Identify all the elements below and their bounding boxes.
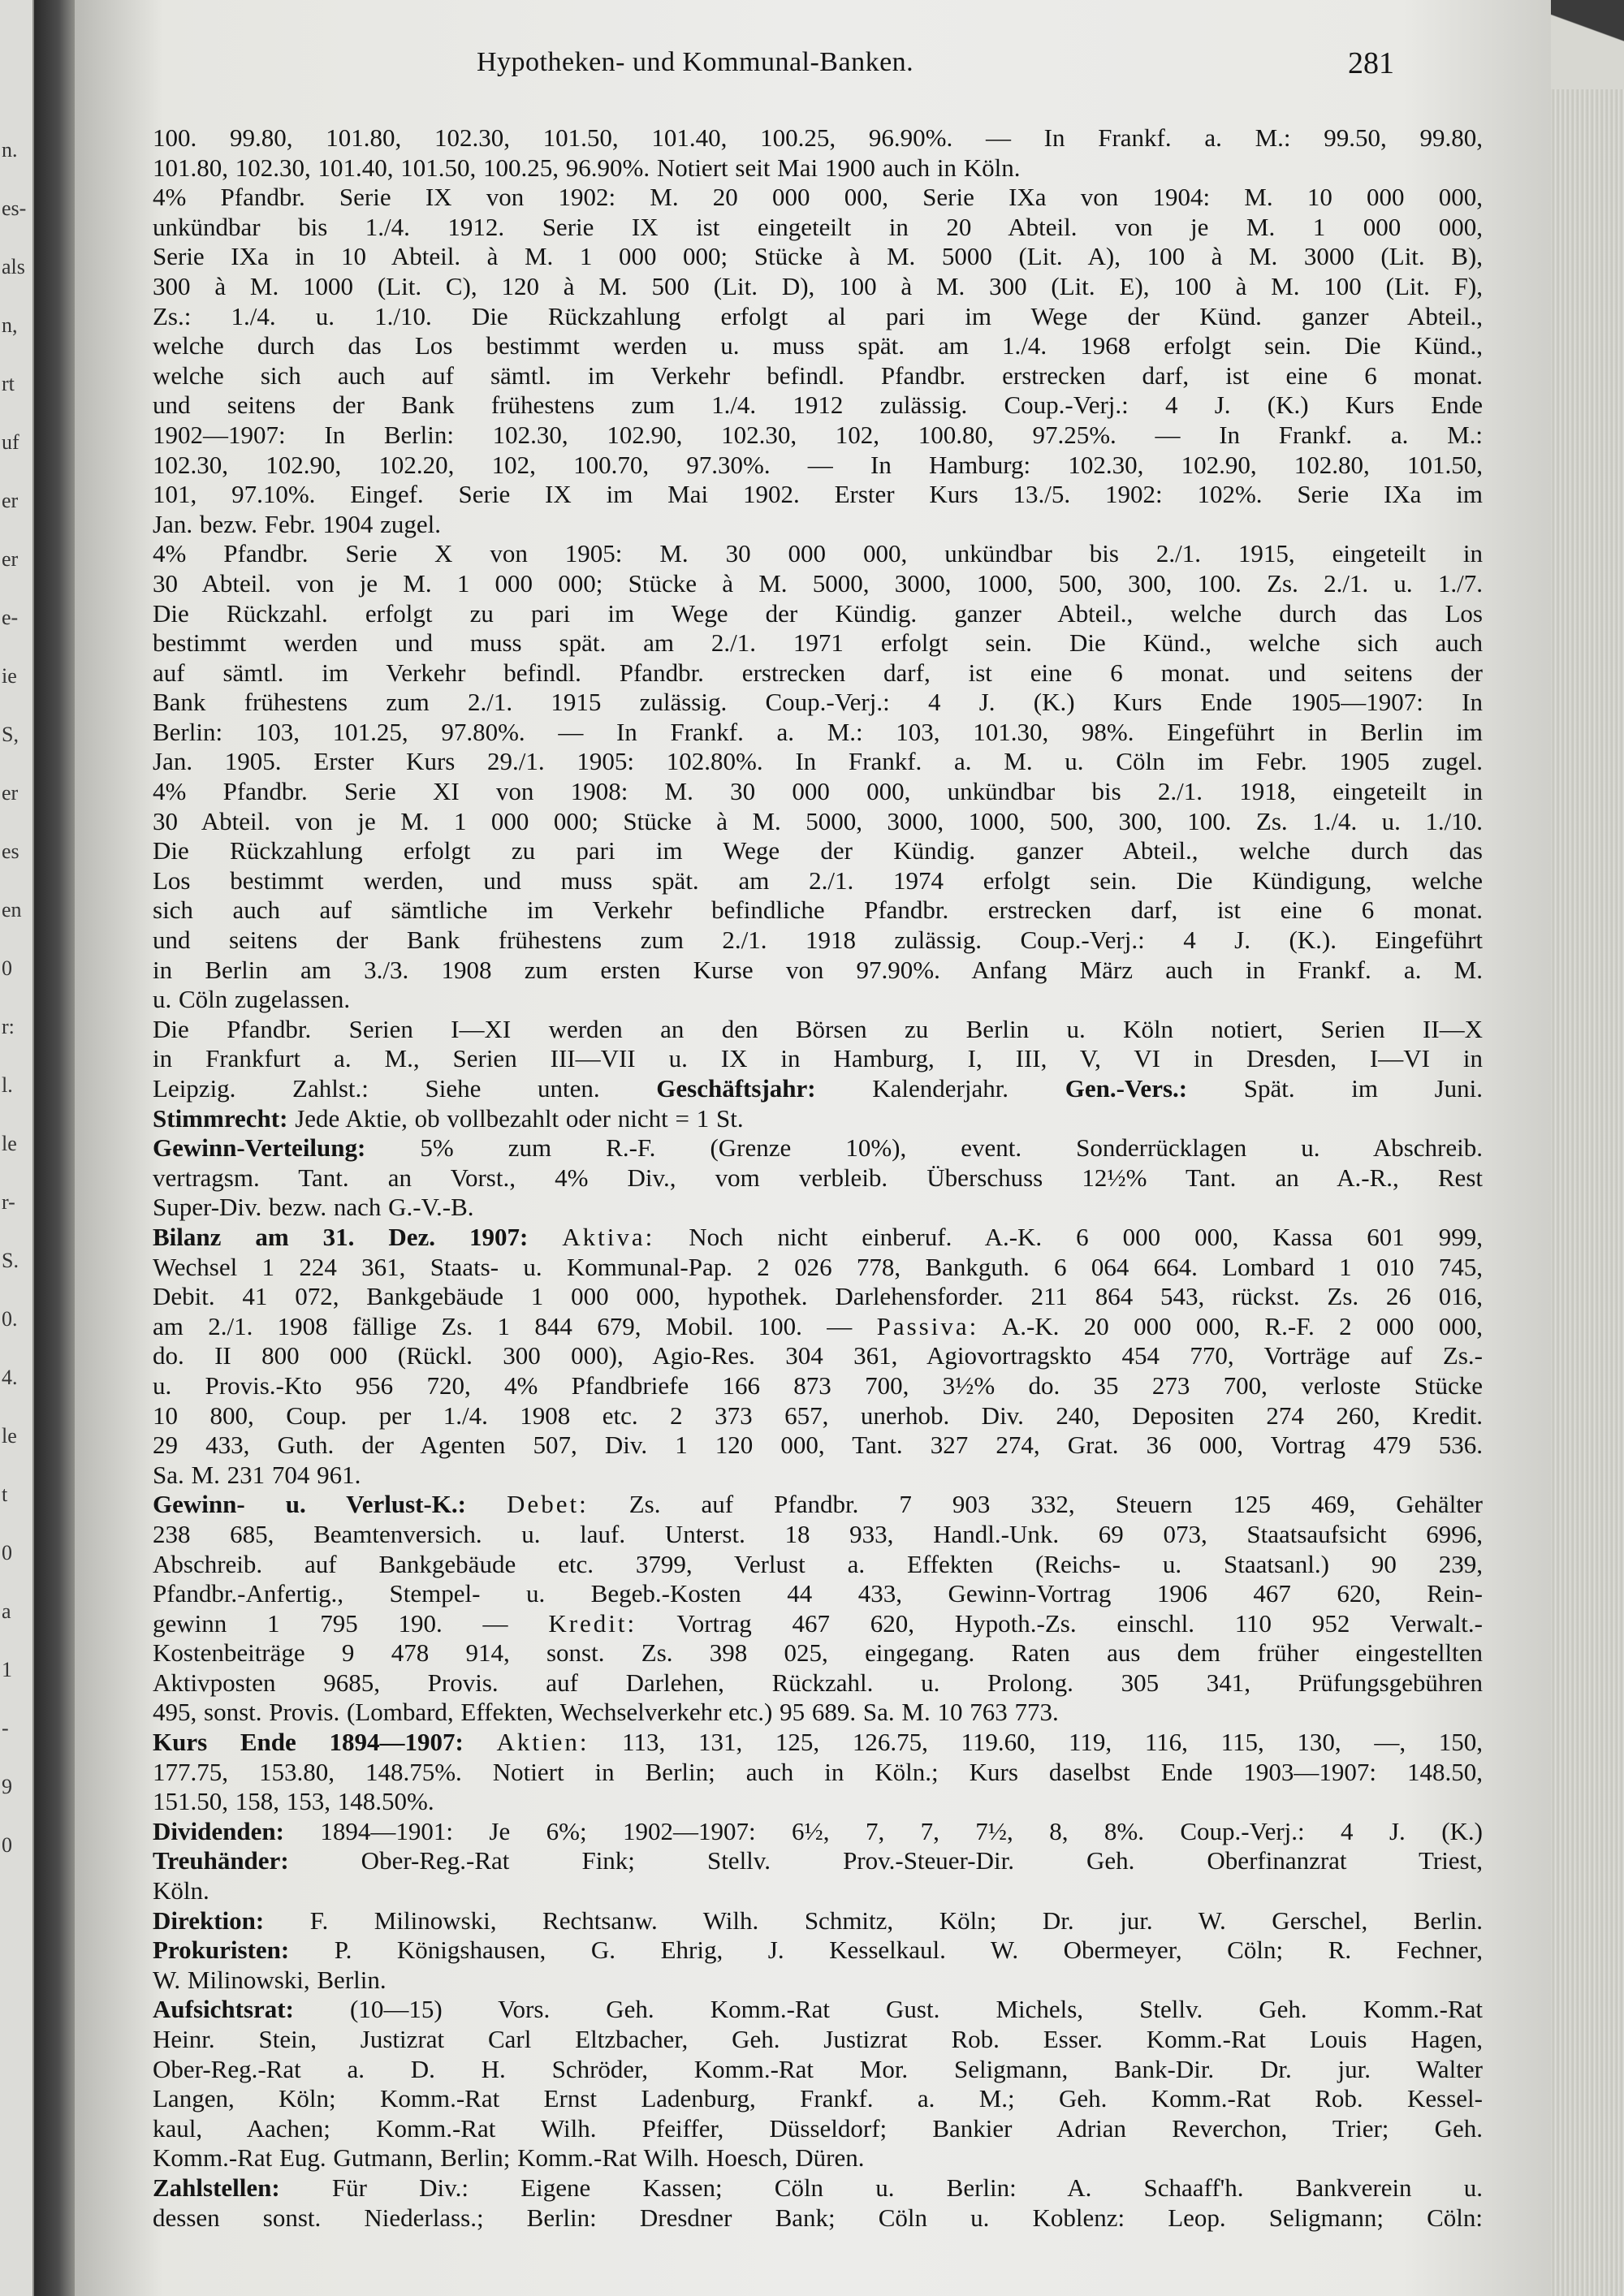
text-line — [153, 1044, 1483, 1074]
text-line — [153, 242, 1483, 272]
text-line — [153, 2114, 1483, 2144]
text-run: Noch nicht einberuf. A.-K. 6 000 000, Kassa 601 999, — [654, 1222, 1483, 1251]
text-run: 113, 131, 125, 126.75, 119.60, 119, 116, 115, 130, —, 150, — [589, 1728, 1484, 1757]
text-line — [153, 1015, 1483, 1045]
text-run: u. Cöln zugelassen. — [153, 985, 351, 1014]
text-line — [153, 421, 1483, 451]
text-line — [153, 926, 1483, 956]
text-line — [153, 1758, 1483, 1788]
text-run: Die Rückzahlung erfolgt zu pari im Wege der Kündig. ganzer Abteil., welche durch das — [153, 836, 1483, 865]
text-run: 30 Abteil. von je M. 1 000 000; Stücke à M. 5000, 3000, 1000, 500, 300, 100. Zs. 1./4. u. 1./10. — [153, 806, 1483, 835]
text-line — [153, 1609, 1483, 1639]
text-line — [153, 985, 1483, 1015]
text-line — [153, 1074, 1483, 1104]
text-run: dessen sonst. Niederlass.; Berlin: Dresdner Bank; Cöln u. Koblenz: Leop. Seligmann; Cöln: — [153, 2203, 1483, 2232]
section-heading: Aufsichtsrat: — [153, 1995, 294, 2024]
text-run: 101.80, 102.30, 101.40, 101.50, 100.25, 96.90%. Notiert seit Mai 1900 auch in Köln. — [153, 153, 1021, 182]
section-heading: Dividenden: — [153, 1816, 284, 1845]
text-line — [153, 1401, 1483, 1431]
text-run: u. Provis.-Kto 956 720, 4% Pfandbriefe 166 873 700, 3½% do. 35 273 700, verloste Stücke — [153, 1370, 1483, 1400]
text-run: Ober-Reg.-Rat Fink; Stellv. Prov.-Steuer-Dir. Geh. Oberfinanzrat Triest, — [288, 1846, 1483, 1875]
text-run: Zs. auf Pfandbr. 7 903 332, Steuern 125 469, Gehälter — [588, 1490, 1483, 1519]
text-run — [466, 1490, 507, 1518]
text-run: 4% Pfandbr. Serie IX von 1902: M. 20 000 000, Serie IXa von 1904: M. 10 000 000, — [153, 183, 1483, 212]
text-run: Sa. M. 231 704 961. — [153, 1460, 361, 1489]
text-run: 30 Abteil. von je M. 1 000 000; Stücke à M. 5000, 3000, 1000, 500, 300, 100. Zs. 2./1. u. 1./7. — [153, 568, 1483, 598]
text-run: Jan. 1905. Erster Kurs 29./1. 1905: 102.80%. In Frankf. a. M. u. Cöln im Febr. 1905 zugel. — [153, 747, 1483, 776]
section-heading: Geschäftsjahr: — [656, 1074, 816, 1103]
running-header — [75, 47, 1551, 83]
previous-page-text-fragment: n, — [2, 313, 18, 337]
spaced-label: Passiva: — [876, 1311, 979, 1340]
text-run: Spät. im Juni. — [1187, 1074, 1483, 1103]
text-line — [153, 2055, 1483, 2085]
text-line — [153, 1133, 1483, 1163]
text-line — [153, 331, 1483, 361]
text-line — [153, 1341, 1483, 1371]
section-heading: Stimmrecht: — [153, 1103, 288, 1133]
previous-page-text-fragment: le — [2, 1424, 17, 1448]
text-run: welche durch das Los bestimmt werden u. muss spät. am 1./4. 1968 erfolgt sein. Die Künd., — [153, 331, 1483, 360]
section-heading: Direktion: — [153, 1905, 265, 1935]
text-line — [153, 777, 1483, 807]
text-run: 1902—1907: In Berlin: 102.30, 102.90, 102.30, 102, 100.80, 97.25%. — In Frankf. a. M.: — [153, 420, 1483, 449]
text-run: Leipzig. Zahlst.: Siehe unten. — [153, 1074, 657, 1103]
text-line — [153, 658, 1483, 688]
text-line — [153, 747, 1483, 777]
text-run: Aktivposten 9685, Provis. auf Darlehen, Rückzahl. u. Prolong. 305 341, Prüfungsgebühren — [153, 1668, 1483, 1697]
text-run: 100. 99.80, 101.80, 102.30, 101.50, 101.40, 100.25, 96.90%. — In Frankf. a. M.: 99.50, 99.80, — [153, 123, 1483, 152]
previous-page-text-fragment: als — [2, 255, 25, 278]
spaced-label: Debet: — [507, 1490, 589, 1519]
text-run: und seitens der Bank frühestens zum 1./4. 1912 zulässig. Coup.-Verj.: 4 J. (K.) Kurs Ende — [153, 391, 1483, 420]
page-number: 281 — [1348, 46, 1394, 80]
text-line — [153, 1995, 1483, 2025]
text-line — [153, 1163, 1483, 1193]
text-line — [153, 1431, 1483, 1461]
text-line — [153, 1579, 1483, 1609]
previous-page-text-fragment: es- — [2, 196, 27, 220]
previous-page-text-fragment: a — [2, 1599, 11, 1623]
text-line — [153, 1282, 1483, 1312]
previous-page-text-fragment: en — [2, 898, 22, 921]
text-run: 4% Pfandbr. Serie XI von 1908: M. 30 000 000, unkündbar bis 2./1. 1918, eingeteilt in — [153, 777, 1483, 806]
text-line — [153, 1966, 1483, 1996]
text-line — [153, 1817, 1483, 1847]
text-line — [153, 510, 1483, 540]
previous-page-text-fragment: S. — [2, 1249, 19, 1272]
previous-page-text-fragment: le — [2, 1132, 17, 1155]
previous-page-text-fragment: 0. — [2, 1307, 18, 1331]
text-run: gewinn 1 795 190. — — [153, 1608, 549, 1638]
text-line — [153, 1490, 1483, 1520]
text-run: vertragsm. Tant. an Vorst., 4% Div., vom verbleib. Überschuss 12½% Tant. an A.-R., Rest — [153, 1163, 1483, 1192]
text-run: Jan. bezw. Febr. 1904 zugel. — [153, 509, 441, 538]
spaced-label: Kredit: — [548, 1608, 637, 1638]
previous-page-text-fragment: 0 — [2, 956, 12, 980]
text-run: Debit. 41 072, Bankgebäude 1 000 000, hypothek. Darlehensforder. 211 864 543, rückst. Zs. 26 016, — [153, 1282, 1483, 1311]
text-run: Serie IXa in 10 Abteil. à M. 1 000 000; Stücke à M. 5000 (Lit. A), 100 à M. 3000 (Lit. B), — [153, 242, 1483, 271]
text-line — [153, 302, 1483, 332]
text-run: P. Königshausen, G. Ehrig, J. Kesselkaul. W. Obermeyer, Cöln; R. Fechner, — [289, 1936, 1483, 1965]
page-corner — [1551, 0, 1624, 89]
page-stack-edge — [1551, 0, 1624, 2296]
text-line — [153, 1846, 1483, 1876]
text-line — [153, 896, 1483, 926]
text-line — [153, 2143, 1483, 2173]
text-line — [153, 451, 1483, 481]
section-heading: Kurs Ende 1894—1907: — [153, 1728, 464, 1757]
text-run: W. Milinowski, Berlin. — [153, 1965, 387, 1994]
text-run: 4% Pfandbr. Serie X von 1905: M. 30 000 000, unkündbar bis 2./1. 1915, eingeteilt in — [153, 539, 1483, 568]
text-run: unkündbar bis 1./4. 1912. Serie IX ist eingeteilt in 20 Abteil. von je M. 1 000 000, — [153, 212, 1483, 241]
text-line — [153, 480, 1483, 510]
text-line — [153, 183, 1483, 213]
body-text — [153, 123, 1483, 2233]
text-run: 151.50, 158, 153, 148.50%. — [153, 1787, 434, 1816]
text-line — [153, 272, 1483, 302]
text-run: do. II 800 000 (Rückl. 300 000), Agio-Res. 304 361, Agiovortragskto 454 770, Vorträge auf Zs.- — [153, 1341, 1483, 1370]
text-line — [153, 391, 1483, 421]
text-run: 101, 97.10%. Eingef. Serie IX im Mai 1902. Erster Kurs 13./5. 1902: 102%. Serie IXa im — [153, 480, 1483, 509]
text-line — [153, 599, 1483, 629]
text-run: 238 685, Beamtenversich. u. lauf. Unterst. 18 933, Handl.-Unk. 69 073, Staatsaufsicht 6996, — [153, 1519, 1483, 1548]
text-run: 102.30, 102.90, 102.20, 102, 100.70, 97.30%. — In Hamburg: 102.30, 102.90, 102.80, 101.50, — [153, 450, 1483, 479]
text-run: 300 à M. 1000 (Lit. C), 120 à M. 500 (Lit. D), 100 à M. 300 (Lit. E), 100 à M. 100 (Lit. F), — [153, 271, 1483, 300]
text-run — [528, 1223, 562, 1251]
previous-page-text-fragment: ie — [2, 664, 17, 688]
section-heading: Prokuristen: — [153, 1936, 290, 1965]
running-title: Hypotheken- und Kommunal-Banken. — [477, 47, 914, 77]
text-line — [153, 1787, 1483, 1817]
text-run: Die Rückzahl. erfolgt zu pari im Wege der Kündig. ganzer Abteil., welche durch das Los — [153, 598, 1483, 628]
previous-page-text-fragment: er — [2, 489, 19, 512]
section-heading: Gewinn-Verteilung: — [153, 1133, 366, 1163]
text-line — [153, 1668, 1483, 1698]
text-run: und seitens der Bank frühestens zum 2./1. 1918 zulässig. Coup.-Verj.: 4 J. (K.). Eingeführt — [153, 926, 1483, 955]
text-line — [153, 688, 1483, 718]
text-line — [153, 1371, 1483, 1401]
previous-page-text-fragment: r: — [2, 1015, 15, 1038]
text-line — [153, 1906, 1483, 1936]
book-gutter — [34, 0, 75, 2296]
text-run: auf sämtl. im Verkehr befindl. Pfandbr. erstrecken darf, ist eine 6 monat. und seitens der — [153, 658, 1483, 687]
previous-page-text-fragment: 9 — [2, 1775, 12, 1798]
text-line — [153, 1876, 1483, 1906]
text-run: kaul, Aachen; Komm.-Rat Wilh. Pfeiffer, Düsseldorf; Bankier Adrian Reverchon, Trier; Geh. — [153, 2113, 1483, 2143]
previous-page-text-fragment: rt — [2, 372, 15, 395]
text-line — [153, 1461, 1483, 1491]
text-run: Zs.: 1./4. u. 1./10. Die Rückzahlung erfolgt al pari im Wege der Künd. ganzer Abteil., — [153, 301, 1483, 330]
text-line — [153, 1698, 1483, 1728]
text-run: bestimmt werden und muss spät. am 2./1. 1971 erfolgt sein. Die Künd., welche sich auch — [153, 628, 1483, 658]
previous-page-text-fragment: S, — [2, 723, 19, 746]
text-run: am 2./1. 1908 fällige Zs. 1 844 679, Mobil. 100. — — [153, 1311, 877, 1340]
text-run: sich auch auf sämtliche im Verkehr befindliche Pfandbr. erstrecken darf, ist eine 6 monat. — [153, 896, 1483, 925]
text-run: Die Pfandbr. Serien I—XI werden an den Börsen zu Berlin u. Köln notiert, Serien II—X — [153, 1014, 1483, 1043]
text-run: Kalenderjahr. — [815, 1074, 1065, 1103]
text-run: F. Milinowski, Rechtsanw. Wilh. Schmitz, Köln; Dr. jur. W. Gerschel, Berlin. — [264, 1905, 1483, 1935]
text-line — [153, 1223, 1483, 1253]
section-heading: Gen.-Vers.: — [1065, 1074, 1188, 1103]
text-line — [153, 2084, 1483, 2114]
text-line — [153, 866, 1483, 896]
text-line — [153, 1312, 1483, 1342]
text-line — [153, 213, 1483, 243]
text-run: Abschreib. auf Bankgebäude etc. 3799, Verlust a. Effekten (Reichs- u. Staatsanl.) 90 239, — [153, 1549, 1483, 1578]
text-run: Für Div.: Eigene Kassen; Cöln u. Berlin: A. Schaaff'h. Bankverein u. — [279, 2173, 1483, 2202]
book-page — [75, 0, 1551, 2296]
text-run: Los bestimmt werden, und muss spät. am 2./1. 1974 erfolgt sein. Die Kündigung, welche — [153, 865, 1483, 895]
text-run: A.-K. 20 000 000, R.-F. 2 000 000, — [978, 1311, 1483, 1340]
text-run: in Berlin am 3./3. 1908 zum ersten Kurse von 97.90%. Anfang März auch in Frankf. a. M. — [153, 955, 1483, 984]
text-run: Pfandbr.-Anfertig., Stempel- u. Begeb.-Kosten 44 433, Gewinn-Vortrag 1906 467 620, Rein- — [153, 1579, 1483, 1608]
text-line — [153, 1936, 1483, 1966]
previous-page-text-fragment: n. — [2, 138, 18, 162]
previous-page-text-fragment: 0 — [2, 1541, 12, 1564]
text-run: (10—15) Vors. Geh. Komm.-Rat Gust. Michels, Stellv. Geh. Komm.-Rat — [293, 1995, 1483, 2024]
text-line — [153, 628, 1483, 658]
text-line — [153, 2025, 1483, 2055]
previous-page-edge — [0, 0, 34, 2296]
text-line — [153, 1728, 1483, 1758]
text-line — [153, 956, 1483, 986]
text-line — [153, 569, 1483, 599]
text-line — [153, 807, 1483, 837]
section-heading: Gewinn- u. Verlust-K.: — [153, 1490, 466, 1519]
previous-page-text-fragment: - — [2, 1716, 9, 1740]
text-run: Kostenbeiträge 9 478 914, sonst. Zs. 398 025, eingegang. Raten aus dem früher eingestellten — [153, 1638, 1483, 1668]
text-line — [153, 1193, 1483, 1223]
text-run: Langen, Köln; Komm.-Rat Ernst Ladenburg, Frankf. a. M.; Geh. Komm.-Rat Rob. Kessel- — [153, 2084, 1483, 2113]
text-run: 10 800, Coup. per 1./4. 1908 etc. 2 373 657, unerhob. Div. 240, Depositen 274 260, Kredit. — [153, 1400, 1483, 1430]
text-run: Vortrag 467 620, Hypoth.-Zs. einschl. 110 952 Verwalt.- — [637, 1608, 1483, 1638]
text-run: 29 433, Guth. der Agenten 507, Div. 1 120 000, Tant. 327 274, Grat. 36 000, Vortrag 479 536. — [153, 1431, 1483, 1460]
text-run: 1894—1901: Je 6%; 1902—1907: 6½, 7, 7, 7½, 8, 8%. Coup.-Verj.: 4 J. (K.) — [283, 1816, 1483, 1845]
previous-page-text-fragment: er — [2, 547, 19, 571]
previous-page-text-fragment: e- — [2, 606, 19, 629]
text-line — [153, 123, 1483, 153]
text-line — [153, 1104, 1483, 1134]
text-run: in Frankfurt a. M., Serien III—VII u. IX in Hamburg, I, III, V, VI in Dresden, I—VI in — [153, 1044, 1483, 1073]
text-line — [153, 718, 1483, 748]
previous-page-text-fragment: uf — [2, 430, 19, 454]
text-line — [153, 1520, 1483, 1550]
text-line — [153, 2173, 1483, 2203]
text-run: 495, sonst. Provis. (Lombard, Effekten, Wechselverkehr etc.) 95 689. Sa. M. 10 763 773. — [153, 1698, 1059, 1727]
text-run: Heinr. Stein, Justizrat Carl Eltzbacher, Geh. Justizrat Rob. Esser. Komm.-Rat Louis Hagen, — [153, 2025, 1483, 2053]
text-run: 177.75, 153.80, 148.75%. Notiert in Berlin; auch in Köln.; Kurs daselbst Ende 1903—1907: 148.50, — [153, 1757, 1483, 1786]
spaced-label: Aktien: — [496, 1728, 590, 1757]
text-line — [153, 153, 1483, 183]
text-line — [153, 361, 1483, 391]
previous-page-text-fragment: r- — [2, 1190, 15, 1214]
text-line — [153, 2203, 1483, 2233]
text-run: welche sich auch auf sämtl. im Verkehr befindl. Pfandbr. erstrecken darf, ist eine 6 monat. — [153, 360, 1483, 390]
previous-page-text-fragment: l. — [2, 1073, 13, 1097]
section-heading: Bilanz am 31. Dez. 1907: — [153, 1222, 529, 1251]
text-run: Bank frühestens zum 2./1. 1915 zulässig. Coup.-Verj.: 4 J. (K.) Kurs Ende 1905—1907: In — [153, 688, 1483, 717]
previous-page-text-fragment: er — [2, 781, 19, 805]
previous-page-text-fragment: es — [2, 839, 19, 863]
section-heading: Treuhänder: — [153, 1846, 289, 1875]
text-run: Komm.-Rat Eug. Gutmann, Berlin; Komm.-Rat Wilh. Hoesch, Düren. — [153, 2143, 865, 2173]
text-run: Ober-Reg.-Rat a. D. H. Schröder, Komm.-Rat Mor. Seligmann, Bank-Dir. Dr. jur. Walter — [153, 2054, 1483, 2083]
spaced-label: Aktiva: — [562, 1222, 655, 1251]
text-run: 5% zum R.-F. (Grenze 10%), event. Sonderrücklagen u. Abschreib. — [365, 1133, 1483, 1163]
text-run: Wechsel 1 224 361, Staats- u. Kommunal-Pap. 2 026 778, Bankguth. 6 064 664. Lombard 1 010 745, — [153, 1252, 1483, 1281]
text-line — [153, 1550, 1483, 1580]
previous-page-text-fragment: 1 — [2, 1658, 12, 1681]
previous-page-text-fragment: t — [2, 1482, 8, 1506]
text-line — [153, 836, 1483, 866]
text-line — [153, 1638, 1483, 1668]
text-run: Super-Div. bezw. nach G.-V.-B. — [153, 1193, 474, 1222]
text-line — [153, 539, 1483, 569]
text-run: Berlin: 103, 101.25, 97.80%. — In Frankf. a. M.: 103, 101.30, 98%. Eingeführt in Berlin im — [153, 717, 1483, 746]
text-line — [153, 1253, 1483, 1283]
text-run — [464, 1728, 497, 1756]
text-run: Köln. — [153, 1876, 209, 1905]
previous-page-text-fragment: 0 — [2, 1833, 12, 1857]
previous-page-text-fragment: 4. — [2, 1366, 18, 1389]
section-heading: Zahlstellen: — [153, 2173, 280, 2202]
text-run: Jede Aktie, ob vollbezahlt oder nicht = 1 St. — [287, 1103, 744, 1133]
